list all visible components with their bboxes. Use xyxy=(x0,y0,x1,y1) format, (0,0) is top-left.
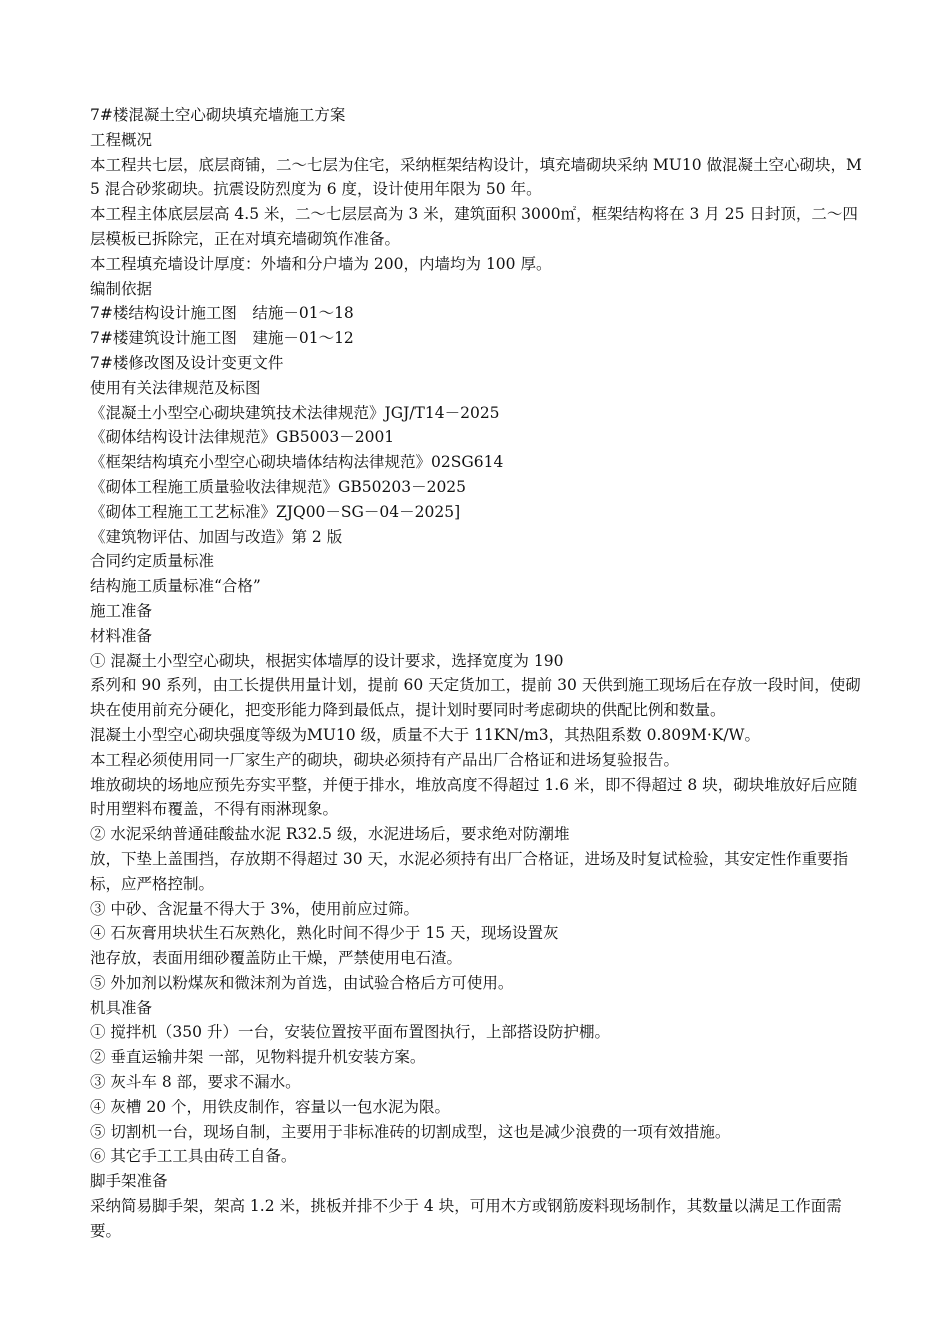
list-item: 7#楼修改图及设计变更文件 xyxy=(90,353,284,372)
paragraph: 混凝土小型空心砌块强度等级为MU10 级，质量不大于 11KN/m3，其热阻系数 0.809M·K/W。 xyxy=(90,725,760,744)
list-item: ⑤ 切割机一台，现场自制，主要用于非标准砖的切割成型，这也是减少浪费的一项有效措施。 xyxy=(90,1122,731,1141)
list-item: 《砌体结构设计法律规范》GB5003－2001 xyxy=(90,428,395,447)
list-item: 《砌体工程施工质量验收法律规范》GB50203－2025 xyxy=(90,477,467,496)
paragraph-quality: 结构施工质量标准“合格” xyxy=(90,577,261,596)
paragraph: 池存放，表面用细砂覆盖防止干燥，严禁使用电石渣。 xyxy=(90,949,463,968)
list-item: ② 水泥采纳普通硅酸盐水泥 R32.5 级，水泥进场后，要求绝对防潮堆 xyxy=(90,825,570,844)
list-item: ③ 灰斗车 8 部，要求不漏水。 xyxy=(90,1073,301,1092)
list-item: 使用有关法律规范及标图 xyxy=(90,378,261,397)
list-item: ③ 中砂、含泥量不得大于 3%，使用前应过筛。 xyxy=(90,899,419,918)
section-heading-overview: 工程概况 xyxy=(90,130,153,149)
paragraph-scaffold: 采纳简易脚手架，架高 1.2 米，挑板并排不少于 4 块，可用木方或钢筋废料现场制作，其数量以满足工作面需要。 xyxy=(90,1197,842,1240)
paragraph: 系列和 90 系列，由工长提供用量计划，提前 60 天定货加工，提前 30 天供到施工现场后在存放一段时间，使砌块在使用前充分硬化，把变形能力降到最低点，提计划时要同时考虑砌块的供配比例和数量。 xyxy=(90,676,861,720)
paragraph-structure: 本工程共七层，底层商铺，二～七层为住宅，采纳框架结构设计，填充墙砌块采纳 MU10 做混凝土空心砌块，M5 混合砂浆砌块。抗震设防烈度为 6 度，设计使用年限为 50 年。 xyxy=(90,155,862,199)
section-heading-materials: 材料准备 xyxy=(90,626,153,645)
section-heading-preparation: 施工准备 xyxy=(90,601,153,620)
list-item: ⑥ 其它手工工具由砖工自备。 xyxy=(90,1147,297,1166)
paragraph-wall-thickness: 本工程填充墙设计厚度：外墙和分户墙为 200，内墙均为 100 厚。 xyxy=(90,254,552,273)
list-item: 《混凝土小型空心砌块建筑技术法律规范》JGJ/T14－2025 xyxy=(90,403,500,422)
list-item: ① 搅拌机（350 升）一台，安装位置按平面布置图执行，上部搭设防护棚。 xyxy=(90,1023,610,1042)
section-heading-quality: 合同约定质量标准 xyxy=(90,552,215,571)
list-item: 7#楼结构设计施工图 结施－01～18 xyxy=(90,304,354,323)
paragraph: 堆放砌块的场地应预先夯实平整，并便于排水，堆放高度不得超过 1.6 米，即不得超过 8 块，砌块堆放好后应随时用塑料布覆盖，不得有雨淋现象。 xyxy=(90,775,858,819)
section-heading-basis: 编制依据 xyxy=(90,279,153,298)
list-item: ② 垂直运输井架 一部，见物料提升机安装方案。 xyxy=(90,1048,426,1067)
document-body xyxy=(90,103,870,1244)
section-heading-machinery: 机具准备 xyxy=(90,998,153,1017)
list-item: 《砌体工程施工工艺标准》ZJQ00－SG－04－2025] xyxy=(90,502,461,521)
document-title: 7#楼混凝土空心砌块填充墙施工方案 xyxy=(90,106,346,124)
list-item: ④ 石灰膏用块状生石灰熟化，熟化时间不得少于 15 天，现场设置灰 xyxy=(90,924,559,943)
list-item: ① 混凝土小型空心砌块，根据实体墙厚的设计要求，选择宽度为 190 xyxy=(90,651,564,670)
list-item: ④ 灰槽 20 个，用铁皮制作，容量以一包水泥为限。 xyxy=(90,1097,451,1116)
list-item: 《建筑物评估、加固与改造》第 2 版 xyxy=(90,527,343,546)
paragraph: 本工程必须使用同一厂家生产的砌块，砌块必须持有产品出厂合格证和进场复验报告。 xyxy=(90,750,680,769)
paragraph: 放，下垫上盖围挡，存放期不得超过 30 天，水泥必须持有出厂合格证，进场及时复试检验，其安定性作重要指标，应严格控制。 xyxy=(90,849,849,893)
list-item: 7#楼建筑设计施工图 建施－01～12 xyxy=(90,329,354,348)
section-heading-scaffold: 脚手架准备 xyxy=(90,1172,168,1191)
list-item: ⑤ 外加剂以粉煤灰和微沫剂为首选，由试验合格后方可使用。 xyxy=(90,973,514,992)
paragraph-floor-height: 本工程主体底层层高 4.5 米，二～七层层高为 3 米，建筑面积 3000㎡，框架结构将在 3 月 25 日封顶，二～四层模板已拆除完，正在对填充墙砌筑作准备。 xyxy=(90,205,858,248)
list-item: 《框架结构填充小型空心砌块墙体结构法律规范》02SG614 xyxy=(90,453,504,472)
